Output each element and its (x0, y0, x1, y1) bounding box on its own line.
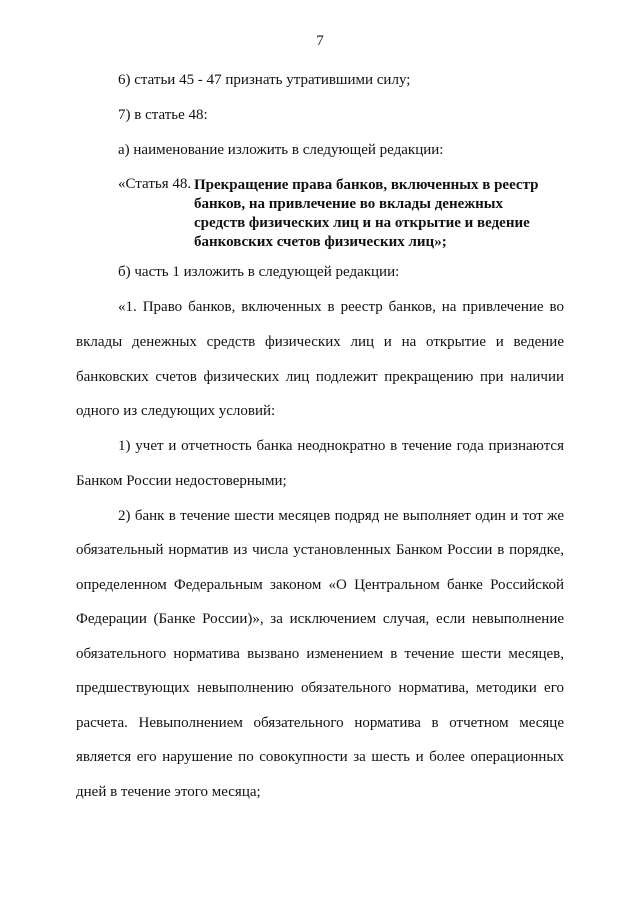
cond2-line: является его нарушение по совокупности за шесть и более операционных (76, 749, 564, 765)
item-b: б) часть 1 изложить в следующей редакции: (118, 264, 400, 280)
cond2-line: расчета. Невыполнением обязательного норматива в отчетном месяце (76, 715, 564, 731)
cond2-line: обязательный норматив из числа установленных Банком России в порядке, (76, 542, 564, 558)
article-title (194, 176, 554, 252)
cond2-line: Федерации (Банке России)», за исключением случая, если невыполнение (76, 611, 564, 627)
item-7: 7) в статье 48: (118, 107, 208, 123)
article-title-line: средств физических лиц и на открытие и ведение (194, 215, 530, 231)
para1-line: вклады денежных средств физических лиц и на открытие и ведение (76, 334, 564, 350)
para1-line: одного из следующих условий: (76, 403, 276, 419)
page-number: 7 (316, 33, 324, 49)
item-6: 6) статьи 45 - 47 признать утратившими силу; (118, 72, 411, 88)
para1-line: банковских счетов физических лиц подлежит прекращению при наличии (76, 369, 564, 385)
article-title-line: банковских счетов физических лиц»; (194, 234, 447, 250)
article-title-line: Прекращение права банков, включенных в реестр (194, 177, 539, 193)
article-prefix: «Статья 48. (118, 176, 192, 192)
cond2-line: 2) банк в течение шести месяцев подряд не выполняет один и тот же (118, 508, 564, 524)
cond2-line: определенном Федеральным законом «О Центральном банке Российской (76, 577, 564, 593)
para1-line: «1. Право банков, включенных в реестр банков, на привлечение во (118, 299, 564, 315)
cond1-line: 1) учет и отчетность банка неоднократно в течение года признаются (118, 438, 564, 454)
cond2-line: дней в течение этого месяца; (76, 784, 261, 800)
cond2-line: обязательного норматива вызвано изменением в течение шести месяцев, (76, 646, 564, 662)
item-a: а) наименование изложить в следующей редакции: (118, 142, 444, 158)
cond2-line: предшествующих невыполнению обязательного норматива, методики его (76, 680, 564, 696)
article-title-line: банков, на привлечение во вклады денежных (194, 196, 503, 212)
cond1-line: Банком России недостоверными; (76, 473, 287, 489)
